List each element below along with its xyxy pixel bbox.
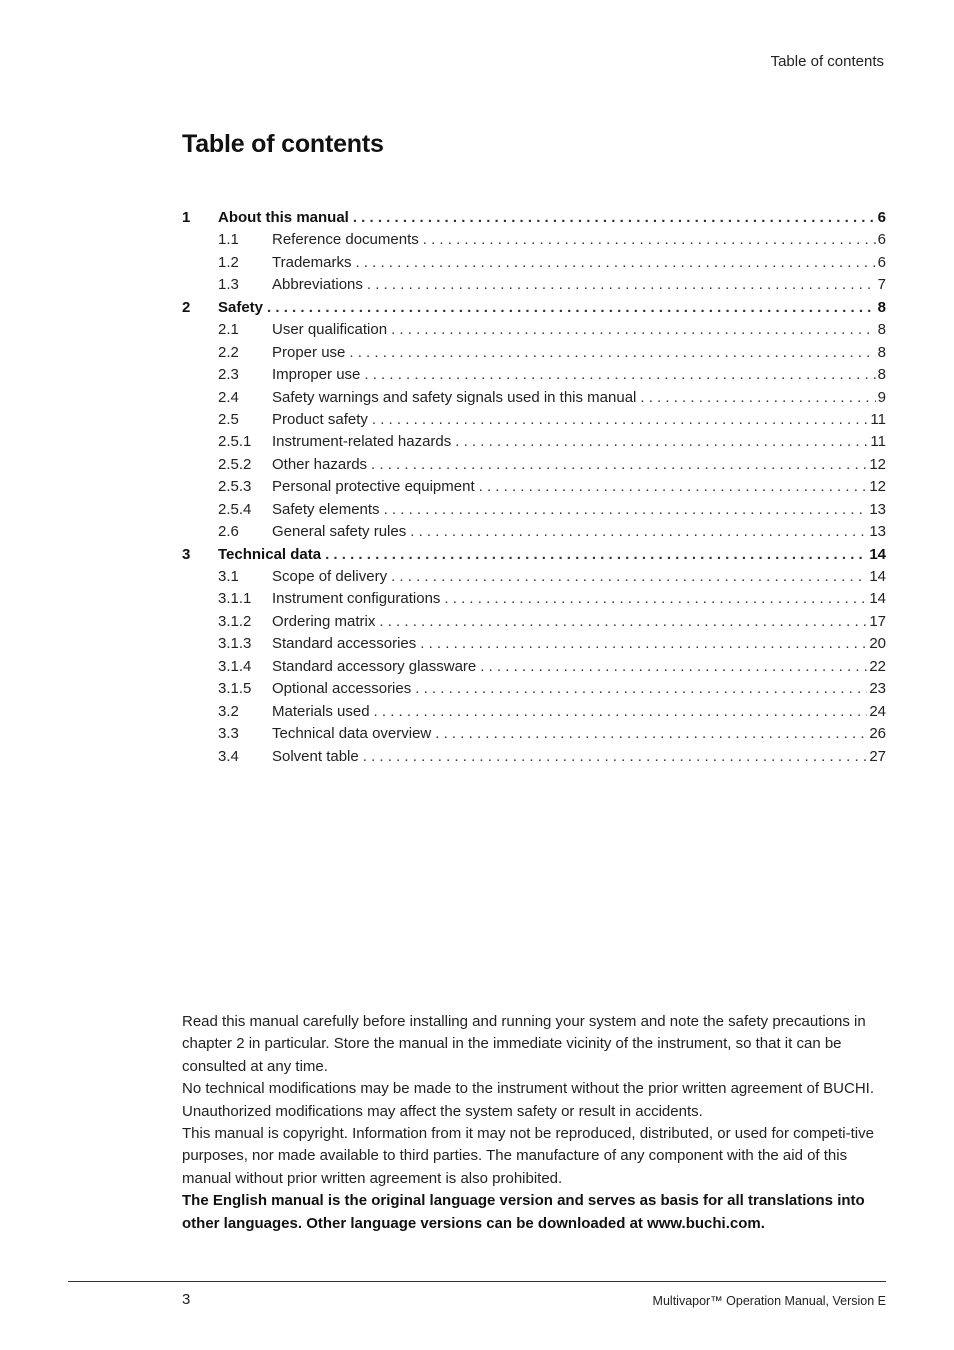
toc-entry-page: 6 [877, 209, 886, 226]
notice-paragraph-copyright: This manual is copyright. Information from it may not be reproduced, distributed, or used for competi-tive purposes, nor made available to third parties. The manufacture of any component with the aid of this manual without prior written agreement is also prohibited. [182, 1125, 874, 1187]
toc-entry-number: 2.5.4 [218, 500, 252, 518]
toc-entry-page: 9 [877, 388, 886, 406]
notice-paragraph-modifications: No technical modifications may be made to the instrument without the prior written agreement of BUCHI. Unauthorized modifications may affect the system safety or result in accidents. [182, 1080, 874, 1120]
toc-dot-leader [374, 701, 868, 723]
toc-entry-title: Scope of delivery [272, 568, 388, 585]
toc-entry-number: 2 [182, 298, 191, 316]
toc-entry-title: About this manual [218, 209, 349, 226]
toc-entry-page: 23 [869, 680, 886, 698]
toc-entry-page: 22 [869, 657, 886, 675]
toc-entry-page: 17 [869, 612, 886, 630]
toc-entry-title: Solvent table [272, 747, 359, 765]
toc-dot-leader [444, 588, 867, 610]
toc-dot-leader [372, 409, 869, 431]
toc-section-entry[interactable] [182, 746, 886, 768]
toc-entry-page: 11 [870, 433, 886, 451]
toc-entry-number: 3.1 [218, 568, 239, 585]
toc-dot-leader [480, 656, 867, 678]
toc-entry-page: 8 [877, 321, 886, 339]
toc-section-entry[interactable] [182, 342, 886, 364]
toc-section-entry[interactable] [182, 274, 886, 296]
toc-entry-title: Optional accessories [272, 680, 412, 698]
toc-dot-leader [410, 521, 867, 543]
toc-entry-number: 2.2 [218, 343, 239, 361]
toc-entry-number: 2.1 [218, 321, 239, 339]
toc-entry-title: Standard accessory glassware [272, 657, 477, 675]
toc-entry-title: Instrument-related hazards [272, 433, 452, 451]
toc-section-entry[interactable] [182, 319, 886, 341]
toc-entry-number: 1 [182, 209, 191, 226]
toc-dot-leader [640, 387, 875, 409]
toc-dot-leader [349, 342, 875, 364]
footer-document-title: Multivapor™ Operation Manual, Version E [652, 1294, 886, 1308]
toc-section-entry[interactable] [182, 566, 886, 588]
toc-dot-leader [325, 544, 867, 566]
toc-entry-number: 2.3 [218, 366, 239, 384]
notice-paragraph-original-language: The English manual is the original language version and serves as basis for all translations into other languages. Other language versions can be downloaded at www.buchi.com. [182, 1192, 865, 1232]
toc-entry-title: Safety elements [272, 500, 380, 518]
toc-dot-leader [479, 476, 868, 498]
toc-section-entry[interactable] [182, 499, 886, 521]
page-title: Table of contents [182, 130, 384, 158]
toc-entry-page: 8 [877, 298, 886, 316]
table-of-contents [182, 207, 886, 768]
toc-entry-number: 2.5.3 [218, 478, 252, 496]
toc-entry-page: 12 [869, 455, 886, 473]
toc-entry-page: 7 [877, 276, 886, 294]
toc-entry-title: Abbreviations [272, 276, 363, 294]
toc-section-entry[interactable] [182, 387, 886, 409]
toc-dot-leader [420, 633, 867, 655]
toc-entry-title: Materials used [272, 702, 370, 720]
toc-entry-number: 3.4 [218, 747, 239, 765]
toc-section-entry[interactable] [182, 364, 886, 386]
toc-chapter-entry[interactable] [182, 544, 886, 566]
toc-section-entry[interactable] [182, 252, 886, 274]
notice-block [182, 1011, 886, 1235]
toc-entry-page: 26 [869, 725, 886, 743]
toc-dot-leader [267, 297, 876, 319]
toc-dot-leader [384, 499, 868, 521]
toc-entry-number: 3.2 [218, 702, 239, 720]
toc-section-entry[interactable] [182, 701, 886, 723]
toc-dot-leader [391, 566, 867, 588]
toc-section-entry[interactable] [182, 633, 886, 655]
toc-entry-number: 1.2 [218, 253, 239, 271]
toc-entry-title: Reference documents [272, 231, 419, 249]
toc-entry-title: User qualification [272, 321, 388, 339]
toc-entry-title: Instrument configurations [272, 590, 441, 608]
toc-entry-page: 12 [869, 478, 886, 496]
toc-entry-page: 14 [869, 545, 886, 563]
toc-dot-leader [355, 252, 875, 274]
toc-section-entry[interactable] [182, 723, 886, 745]
toc-entry-page: 20 [869, 635, 886, 653]
toc-entry-title: Ordering matrix [272, 612, 376, 630]
toc-dot-leader [379, 611, 867, 633]
toc-entry-title: Standard accessories [272, 635, 417, 653]
toc-entry-number: 2.5.1 [218, 433, 252, 451]
toc-section-entry[interactable] [182, 521, 886, 543]
toc-entry-page: 13 [869, 523, 886, 541]
toc-chapter-entry[interactable] [182, 207, 886, 229]
toc-entry-page: 8 [877, 366, 886, 384]
toc-dot-leader [371, 454, 867, 476]
toc-dot-leader [391, 319, 876, 341]
toc-entry-title: Technical data [218, 545, 322, 563]
running-header: Table of contents [770, 53, 884, 70]
toc-entry-page: 14 [869, 590, 886, 608]
toc-section-entry[interactable] [182, 656, 886, 678]
toc-section-entry[interactable] [182, 611, 886, 633]
toc-entry-title: Safety warnings and safety signals used in this manual [272, 388, 637, 406]
toc-entry-title: Safety [218, 298, 264, 316]
toc-dot-leader [415, 678, 867, 700]
footer-page-number: 3 [182, 1291, 191, 1308]
toc-dot-leader [455, 431, 868, 453]
toc-entry-number: 2.5.2 [218, 455, 252, 473]
toc-section-entry[interactable] [182, 409, 886, 431]
toc-entry-title: General safety rules [272, 523, 407, 541]
toc-entry-number: 3.1.4 [218, 657, 252, 675]
toc-entry-page: 6 [877, 231, 886, 249]
toc-entry-title: Personal protective equipment [272, 478, 475, 496]
toc-entry-number: 3.1.1 [218, 590, 252, 608]
toc-entry-page: 11 [870, 410, 886, 428]
toc-entry-page: 24 [869, 702, 886, 720]
toc-entry-title: Other hazards [272, 455, 368, 473]
toc-dot-leader [435, 723, 867, 745]
toc-entry-title: Improper use [272, 366, 361, 384]
toc-dot-leader [353, 207, 876, 229]
toc-entry-page: 14 [869, 568, 886, 585]
toc-entry-page: 13 [869, 500, 886, 518]
toc-dot-leader [423, 229, 876, 251]
toc-dot-leader [364, 364, 875, 386]
toc-section-entry[interactable] [182, 476, 886, 498]
toc-entry-number: 1.1 [218, 231, 239, 249]
toc-entry-number: 2.4 [218, 388, 239, 406]
toc-entry-title: Product safety [272, 410, 368, 428]
toc-section-entry[interactable] [182, 229, 886, 251]
toc-entry-page: 6 [877, 253, 886, 271]
toc-entry-number: 2.6 [218, 523, 239, 541]
toc-entry-number: 1.3 [218, 276, 239, 294]
toc-entry-number: 3.1.5 [218, 680, 252, 698]
toc-chapter-entry[interactable] [182, 297, 886, 319]
toc-entry-title: Technical data overview [272, 725, 432, 743]
toc-section-entry[interactable] [182, 431, 886, 453]
toc-entry-number: 3.3 [218, 725, 239, 743]
toc-section-entry[interactable] [182, 678, 886, 700]
toc-entry-number: 2.5 [218, 410, 239, 428]
toc-dot-leader [363, 746, 868, 768]
toc-entry-number: 3.1.3 [218, 635, 252, 653]
toc-section-entry[interactable] [182, 588, 886, 610]
toc-entry-number: 3 [182, 545, 191, 563]
toc-entry-number: 3.1.2 [218, 612, 252, 630]
notice-paragraph-read-carefully: Read this manual carefully before installing and running your system and note the safety precautions in chapter 2 in particular. Store the manual in the immediate vicinity of the instrument, so that it can be consulted at any time. [182, 1013, 866, 1075]
toc-entry-page: 8 [877, 343, 886, 361]
toc-section-entry[interactable] [182, 454, 886, 476]
toc-entry-page: 27 [869, 747, 886, 765]
toc-entry-title: Proper use [272, 343, 346, 361]
toc-dot-leader [367, 274, 876, 296]
toc-entry-title: Trademarks [272, 253, 352, 271]
footer-divider [68, 1281, 886, 1282]
